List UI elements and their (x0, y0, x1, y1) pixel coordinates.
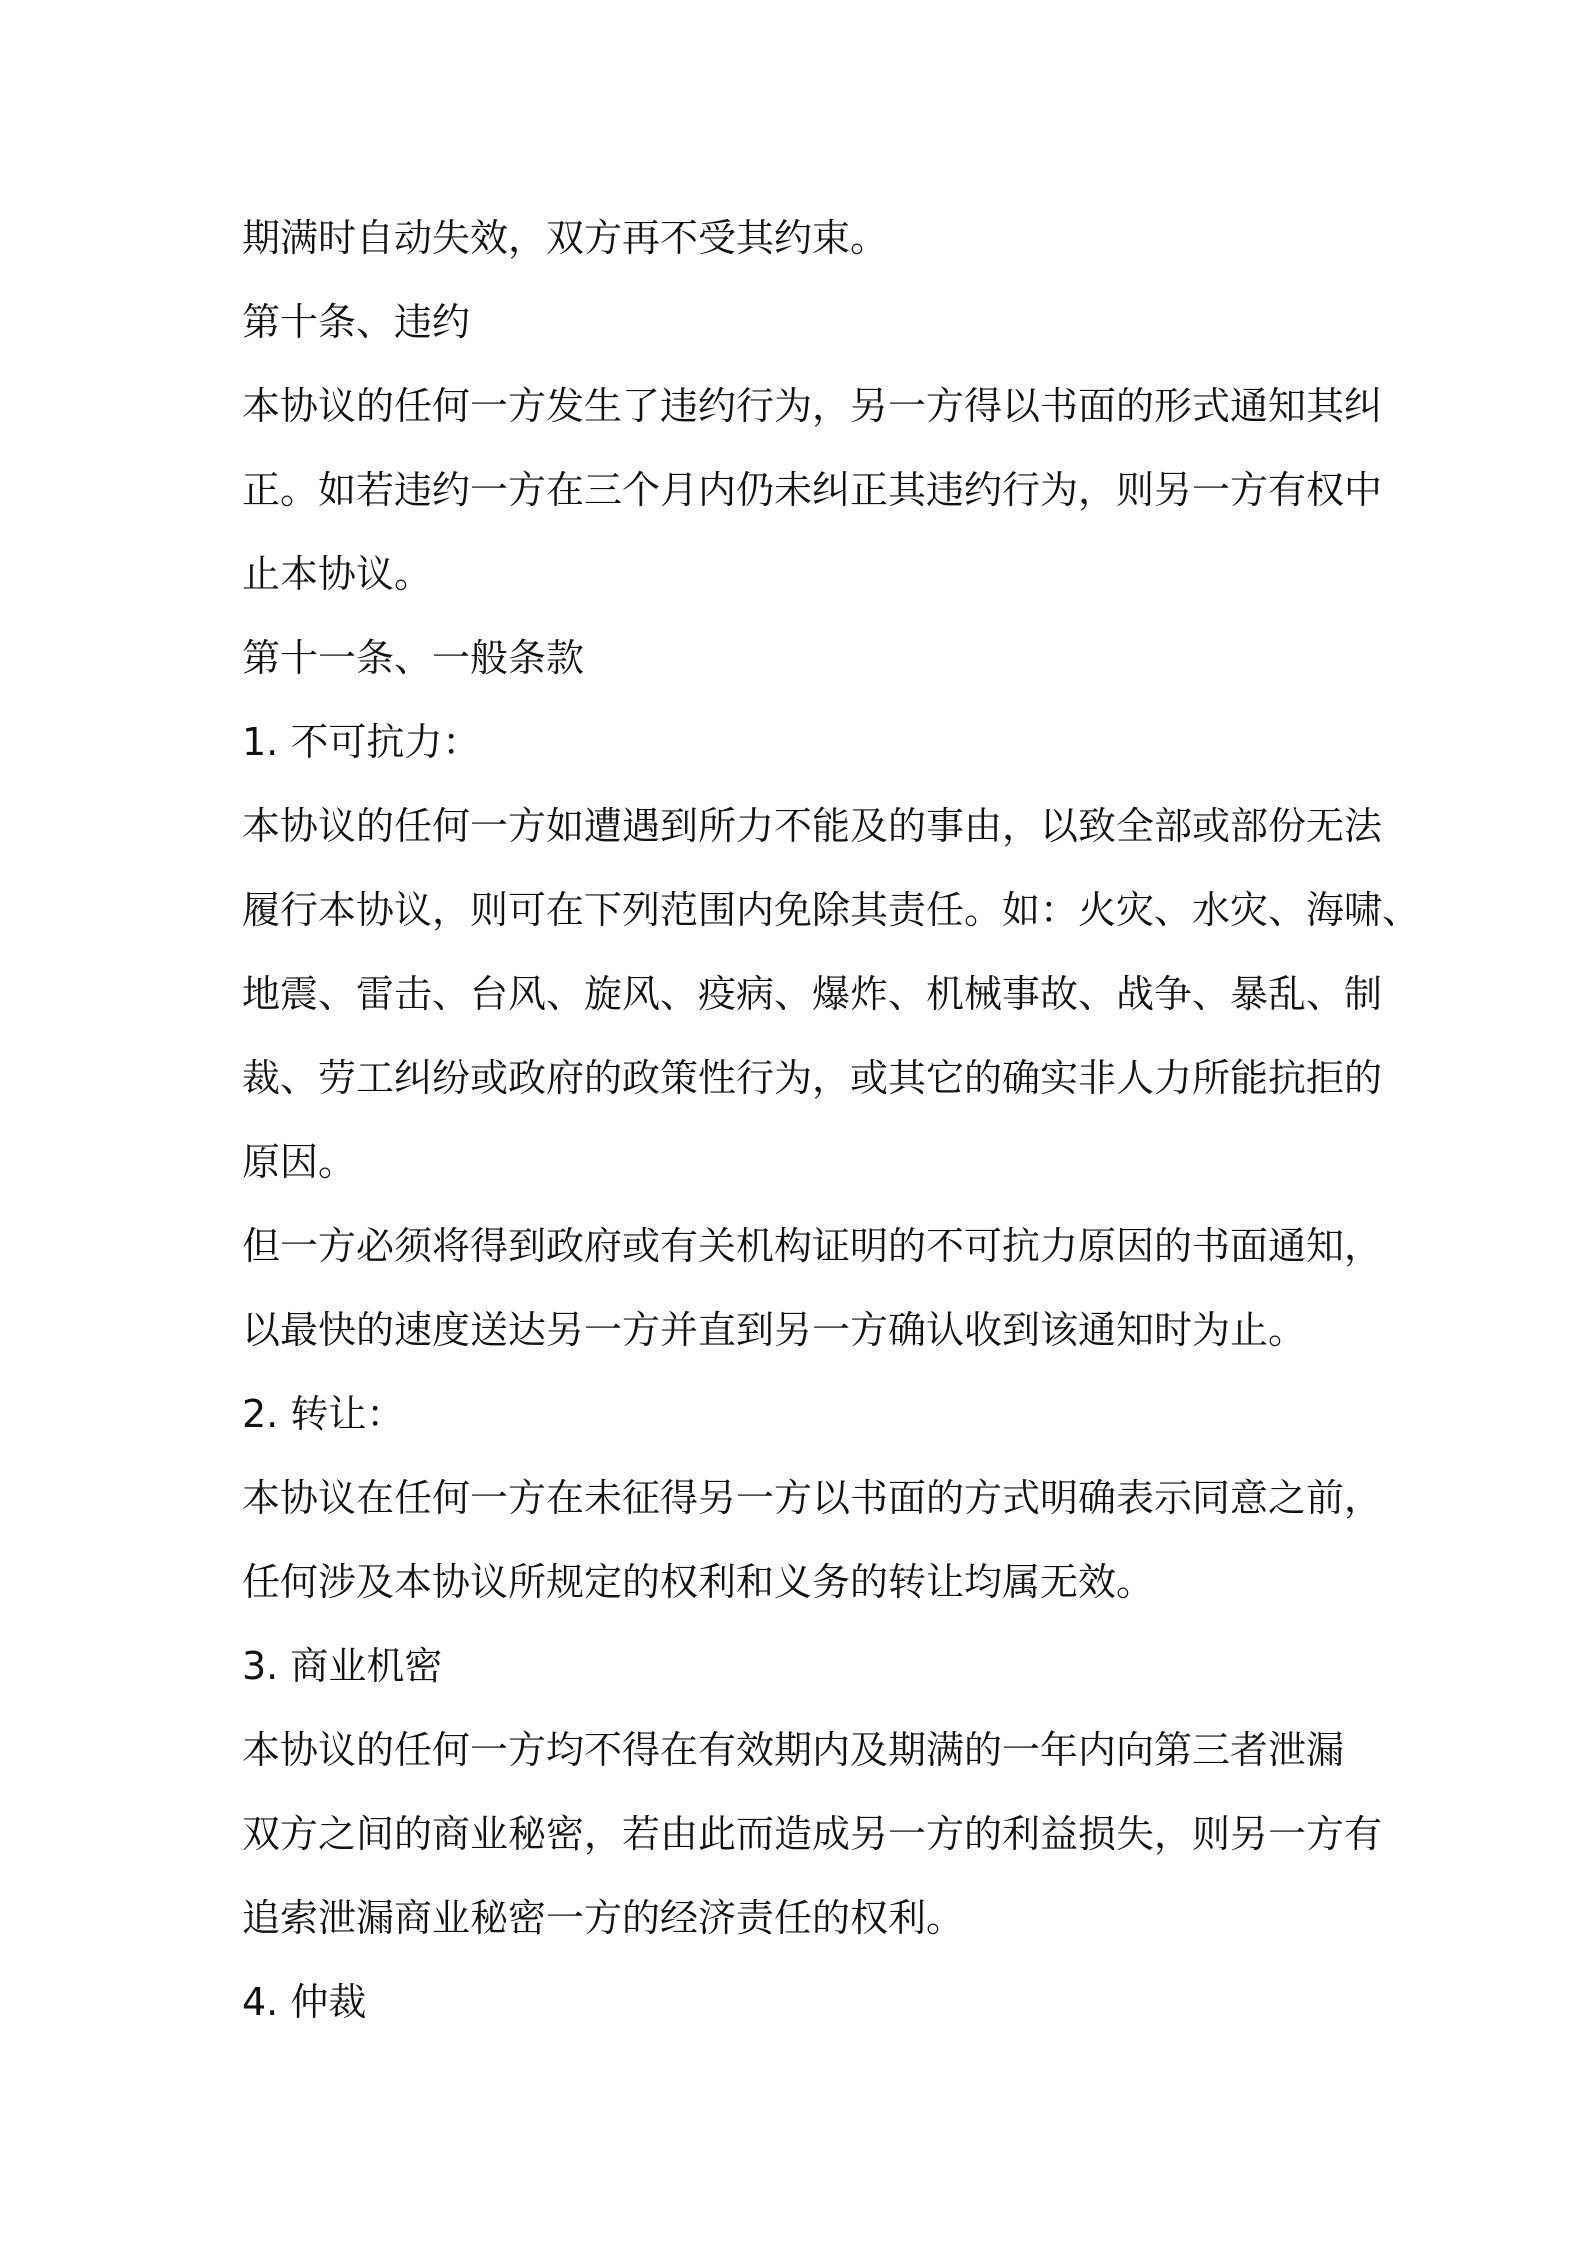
text-line: 本协议的任何一方均不得在有效期内及期满的一年内向第三者泄漏 (242, 1728, 1345, 1772)
text-line: 地震、雷击、台风、旋风、疫病、爆炸、机械事故、战争、暴乱、制 (242, 972, 1383, 1016)
text-line: 但一方必须将得到政府或有关机构证明的不可抗力原因的书面通知， (242, 1224, 1383, 1268)
document-body (242, 196, 1421, 2044)
text-line: 正。如若违约一方在三个月内仍未纠正其违约行为，则另一方有权中 (242, 468, 1383, 512)
clause-heading: 3. 商业机密 (242, 1644, 443, 1688)
clause-heading: 2. 转让： (242, 1392, 405, 1436)
text-line: 裁、劳工纠纷或政府的政策性行为，或其它的确实非人力所能抗拒的 (242, 1056, 1383, 1100)
text-line: 双方之间的商业秘密，若由此而造成另一方的利益损失，则另一方有 (242, 1812, 1383, 1856)
section-heading: 第十条、违约 (242, 300, 471, 344)
text-line: 本协议的任何一方如遭遇到所力不能及的事由，以致全部或部份无法 (242, 804, 1383, 848)
clause-heading: 1. 不可抗力： (242, 720, 481, 764)
clause-heading: 4. 仲裁 (242, 1980, 367, 2024)
text-line: 原因。 (242, 1140, 357, 1184)
text-line: 任何涉及本协议所规定的权利和义务的转让均属无效。 (242, 1560, 1155, 1604)
text-line: 止本协议。 (242, 552, 433, 596)
text-line: 以最快的速度送达另一方并直到另一方确认收到该通知时为止。 (242, 1308, 1307, 1352)
section-heading: 第十一条、一般条款 (242, 636, 585, 680)
text-line: 履行本协议，则可在下列范围内免除其责任。如：火灾、水灾、海啸、 (242, 888, 1421, 932)
text-line: 本协议在任何一方在未征得另一方以书面的方式明确表示同意之前， (242, 1476, 1383, 1520)
text-line: 追索泄漏商业秘密一方的经济责任的权利。 (242, 1896, 965, 1940)
text-line: 期满时自动失效，双方再不受其约束。 (242, 216, 889, 260)
text-line: 本协议的任何一方发生了违约行为，另一方得以书面的形式通知其纠 (242, 384, 1383, 428)
